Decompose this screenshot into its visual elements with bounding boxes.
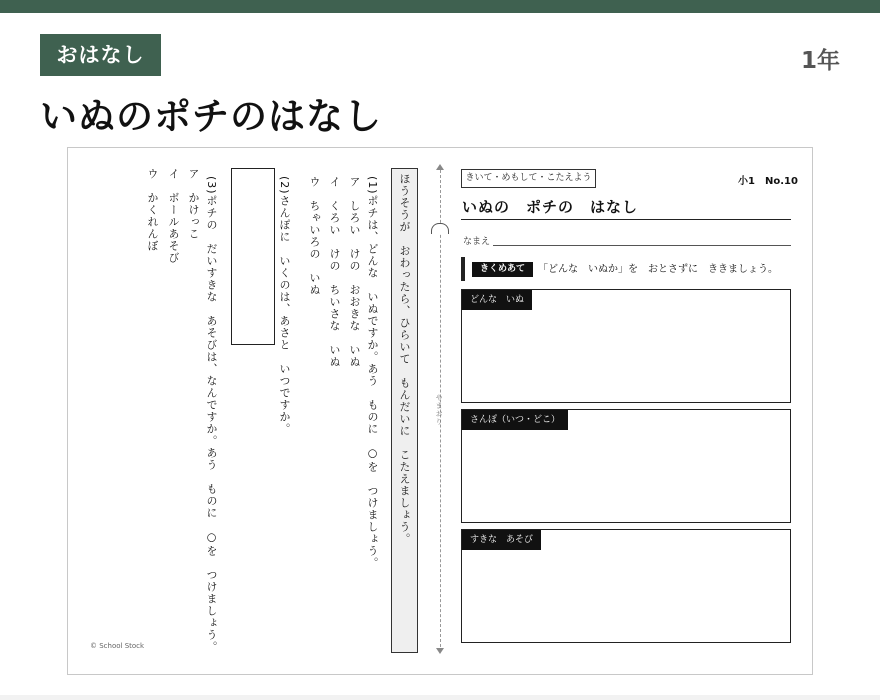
listen-instruction-box: きいて・めもして・こたえよう <box>461 169 596 188</box>
worksheet-preview[interactable] <box>67 147 813 675</box>
title-underline <box>461 219 791 220</box>
category-badge: おはなし <box>40 34 161 76</box>
q3-option-c: ウ かくれんぼ <box>146 168 159 252</box>
fold-arrow-down-icon <box>436 648 444 654</box>
instruction-text: ほうそうが おわったら、ひらいて もんだいに こたえましょう。 <box>398 173 411 545</box>
memo-box-label: どんな いぬ <box>462 290 532 310</box>
sheet-title: いぬの ポチの はなし <box>462 198 639 216</box>
memo-box-walk <box>461 409 791 523</box>
goal-text: 「どんな いぬか」を おとさずに ききましょう。 <box>538 264 778 275</box>
question-3: (3)ポチの だいすきな あそびは、なんですか。あう ものに ○を つけましょう。 <box>205 176 218 653</box>
sheet-number: 小1 No.10 <box>738 176 798 187</box>
name-line <box>493 245 791 246</box>
goal-bar <box>461 257 465 281</box>
memo-box-label: すきな あそび <box>462 530 541 550</box>
q3-option-b: イ ボールあそび <box>167 168 180 264</box>
goal-tag: きくめあて <box>472 262 533 277</box>
top-accent-bar <box>0 0 880 13</box>
q1-option-b: イ くろい けの ちいさな いぬ <box>328 176 341 368</box>
q2-answer-box <box>231 168 275 345</box>
instruction-box <box>391 168 418 653</box>
memo-box-play <box>461 529 791 643</box>
fold-label: やまおり <box>435 394 443 426</box>
q1-option-a: ア しろい けの おおきな いぬ <box>348 176 361 368</box>
copyright-text: © School Stock <box>90 642 145 650</box>
q3-option-a: ア かけっこ <box>187 168 200 240</box>
name-label: なまえ <box>463 237 491 247</box>
page-title: いぬのポチのはなし <box>40 95 382 138</box>
question-1: (1)ポチは、どんな いぬですか。あう ものに ○を つけましょう。 <box>366 176 379 569</box>
memo-box-dog <box>461 289 791 403</box>
memo-box-label: さんぽ（いつ・どこ） <box>462 410 568 430</box>
fold-icon <box>431 223 449 234</box>
question-2: (2)さんぽに いくのは、あさと いつですか。 <box>278 176 291 435</box>
grade-label: 1年 <box>800 48 840 74</box>
q1-option-c: ウ ちゃいろの いぬ <box>308 176 321 296</box>
